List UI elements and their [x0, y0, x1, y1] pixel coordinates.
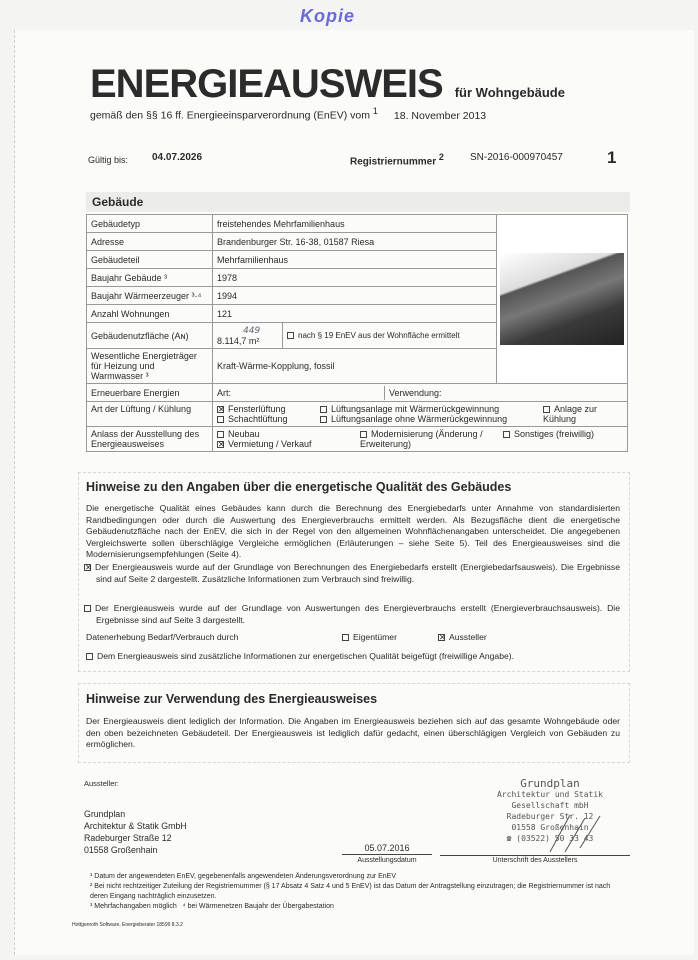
- title-suffix: für Wohngebäude: [454, 85, 565, 100]
- row-label: Art der Lüftung / Kühlung: [87, 402, 213, 427]
- address-line: Radeburger Straße 12: [84, 833, 172, 843]
- issuer-address: [84, 808, 187, 856]
- checkbox-checked[interactable]: ✕: [218, 405, 225, 415]
- checkbox[interactable]: [287, 332, 294, 339]
- usage-heading: Hinweise zur Verwendung des Energieausweises: [86, 692, 378, 706]
- row-label: Erneuerbare Energien: [87, 384, 213, 402]
- row-value: 1994: [213, 287, 497, 305]
- option-label: Sonstiges (freiwillig): [514, 429, 595, 439]
- row-value: Kraft-Wärme-Kopplung, fossil: [213, 349, 497, 384]
- table-row: [87, 402, 628, 427]
- address-line: Architektur & Statik GmbH: [84, 821, 187, 831]
- option-label: Lüftungsanlage ohne Wärmerückgewinnung: [331, 414, 508, 424]
- area-value: 8.114,7 m²: [217, 336, 260, 346]
- option-bedarf: [86, 562, 620, 585]
- row-label: Gebäudetyp: [87, 215, 213, 233]
- row-label: Gebäudeteil: [87, 251, 213, 269]
- checkbox[interactable]: [217, 431, 224, 438]
- reg-label-text: Registriernummer: [350, 156, 437, 168]
- address-line: 01558 Großenhain: [84, 845, 158, 855]
- document-title: ENERGIEAUSWEIS: [90, 62, 443, 106]
- row-label: Anlass der Ausstellung des Energieausweises: [87, 427, 213, 452]
- stamp-line: 01558 Großenhain: [511, 823, 589, 832]
- signature: [540, 810, 610, 854]
- row-label: Adresse: [87, 233, 213, 251]
- stamp-line: Architektur und Statik: [497, 790, 603, 799]
- renew-use: Verwendung:: [389, 387, 442, 398]
- valid-label: Gültig bis:: [88, 155, 129, 165]
- footnote: ¹ Datum der angewendeten EnEV, gegebenenfalls angewendeten Änderungsverordnung zur EnEV: [90, 873, 397, 880]
- option-label: Vermietung / Verkauf: [228, 439, 312, 449]
- checkbox[interactable]: [217, 416, 224, 423]
- row-label: Gebäudenutzfläche (Aɴ): [87, 323, 213, 349]
- quality-heading: Hinweise zu den Angaben über die energetische Qualität des Gebäudes: [86, 480, 512, 494]
- enev-date: 18. November 2013: [393, 109, 487, 122]
- row-value: Mehrfamilienhaus: [213, 251, 497, 269]
- subtitle: [90, 106, 486, 122]
- footnote: ⁴ bei Wärmenetzen Baujahr der Übergabestation: [182, 903, 334, 910]
- data-label: Datenerhebung Bedarf/Verbrauch durch: [86, 632, 239, 642]
- row-label: Wesentliche Energieträger für Heizung und Warmwasser ³: [87, 349, 213, 384]
- quality-intro: Die energetische Qualität eines Gebäudes kann durch die Berechnung des Energiebedarfs unter Annahme von standardisierten Randbedingungen oder durch die Auswertung des Energieverbrauchs ermittelt werden. Als Bezugsfläche dient die energetische Gebäudenutzfläche nach der EnEV, die sich in der Regel von den allgemeinen Wohnflächenangaben unterscheidet. Die angegebenen Vergleichswerte sollen überschlägige Vergleiche ermöglichen (Erläuterungen – siehe Seite 5). Teil des Energieausweises sind die Modernisierungsempfehlungen (Seite 4).: [86, 503, 620, 559]
- stamp-line: Grundplan: [520, 777, 580, 790]
- issue-date-label: Ausstellungsdatum: [357, 857, 417, 864]
- checkbox-checked[interactable]: ✕: [218, 440, 225, 450]
- reason-options: [213, 427, 628, 452]
- area-cell: [213, 323, 283, 349]
- row-value: 121: [213, 305, 497, 323]
- checkbox-checked[interactable]: ✕: [439, 633, 446, 643]
- owner-label: Eigentümer: [353, 632, 397, 642]
- option-extra: [86, 651, 620, 663]
- issuer-label: Aussteller:: [84, 779, 120, 788]
- building-photo: [497, 215, 628, 384]
- building-table: [86, 214, 628, 452]
- issuer-label: Aussteller: [449, 632, 487, 642]
- row-value: Brandenburger Str. 16-38, 01587 Riesa: [213, 233, 497, 251]
- checkbox[interactable]: [342, 634, 349, 641]
- option-label: Fensterlüftung: [228, 404, 286, 414]
- footnote-ref: 2: [438, 152, 444, 162]
- vent-options: [213, 402, 628, 427]
- data-collection: [86, 632, 620, 644]
- row-label: Baujahr Wärmeerzeuger ³·⁴: [87, 287, 213, 305]
- option-label: Schachtlüftung: [228, 414, 288, 424]
- software-credit: Hottgenroth Software, Energieberater 18599 8.3.2: [72, 922, 183, 928]
- table-row: [87, 427, 628, 452]
- issue-date: 05.07.2016: [342, 843, 432, 855]
- stamp-line: ☎ (03522) 50 33 43: [506, 834, 594, 843]
- handwritten-note: 449: [243, 326, 261, 336]
- checkbox[interactable]: [320, 416, 327, 423]
- option-verbrauch: [86, 603, 620, 626]
- table-row: [87, 384, 628, 402]
- checkbox[interactable]: [360, 431, 367, 438]
- signature-label: Unterschrift des Ausstellers: [492, 857, 578, 864]
- row-value: freistehendes Mehrfamilienhaus: [213, 215, 497, 233]
- option-text: Der Energieausweis wurde auf der Grundlage von Auswertungen des Energieverbrauchs erstellt (Energieverbrauchsausweis). Die Ergebnisse sind auf Seite 3 dargestellt.: [95, 603, 620, 625]
- checkbox-checked[interactable]: ✕: [85, 563, 92, 573]
- renew-cell: [213, 384, 628, 402]
- option-label: Neubau: [228, 429, 260, 439]
- option-label: Lüftungsanlage mit Wärmerückgewinnung: [331, 404, 500, 414]
- option-text: Der Energieausweis wurde auf der Grundlage von Berechnungen des Energiebedarfs erstellt (Energiebedarfsausweis). Die Ergebnisse sind auf Seite 2 dargestellt. Zusätzliche Informationen zum Verbrauch sind freiwillig.: [95, 562, 620, 584]
- renew-art: Art:: [213, 386, 385, 400]
- checkbox[interactable]: [86, 653, 93, 660]
- area-option-label: nach § 19 EnEV aus der Wohnfläche ermittelt: [298, 331, 460, 340]
- title-row: [90, 62, 565, 107]
- valid-until: 04.07.2026: [152, 152, 203, 163]
- table-row: [87, 215, 628, 233]
- subtitle-text: gemäß den §§ 16 ff. Energieeinsparverordnung (EnEV) vom: [90, 109, 370, 122]
- checkbox[interactable]: [84, 605, 91, 612]
- checkbox[interactable]: [320, 406, 327, 413]
- kopie-stamp: Kopie: [300, 6, 356, 26]
- area-option: [283, 323, 497, 349]
- footnote: ³ Mehrfachangaben möglich: [90, 903, 177, 910]
- registration-number: SN-2016-000970457: [470, 152, 563, 163]
- checkbox[interactable]: [543, 406, 550, 413]
- stamp-line: Gesellschaft mbH: [511, 801, 589, 810]
- option-text: Dem Energieausweis sind zusätzliche Informationen zur energetischen Qualität beigefügt (freiwillige Angabe).: [97, 651, 515, 661]
- page-number: 1: [607, 148, 617, 167]
- building-image: [500, 253, 624, 345]
- stamp-line: Radeburger Str. 12: [506, 812, 594, 821]
- usage-text: Der Energieausweis dient lediglich der Information. Die Angaben im Energieausweis beziehen sich auf das gesamte Wohngebäude oder den oben bezeichneten Gebäudeteil. Der Energieausweis ist lediglich dafür gedacht, einen überschlägigen Vergleich von Gebäuden zu ermöglichen.: [86, 716, 620, 749]
- option-label: Modernisierung (Änderung / Erweiterung): [360, 429, 483, 449]
- footnote-ref: 1: [372, 106, 378, 116]
- checkbox[interactable]: [503, 431, 510, 438]
- row-label: Baujahr Gebäude ³: [87, 269, 213, 287]
- row-label: Anzahl Wohnungen: [87, 305, 213, 323]
- row-value: 1978: [213, 269, 497, 287]
- registration-label: [350, 152, 444, 167]
- option-label: Anlage zur Kühlung: [543, 404, 598, 424]
- footnotes: [90, 872, 630, 912]
- signature-line: [440, 855, 630, 856]
- address-line: Grundplan: [84, 809, 126, 819]
- footnote: ² Bei nicht rechtzeitiger Zuteilung der Registriernummer (§ 17 Absatz 4 Satz 4 und 5 EnEV) ist das Datum der Antragstellung einzutragen; die Registriernummer ist nach deren Eingang nachträglich einzusetzen.: [90, 883, 611, 900]
- building-heading: Gebäude: [86, 192, 630, 212]
